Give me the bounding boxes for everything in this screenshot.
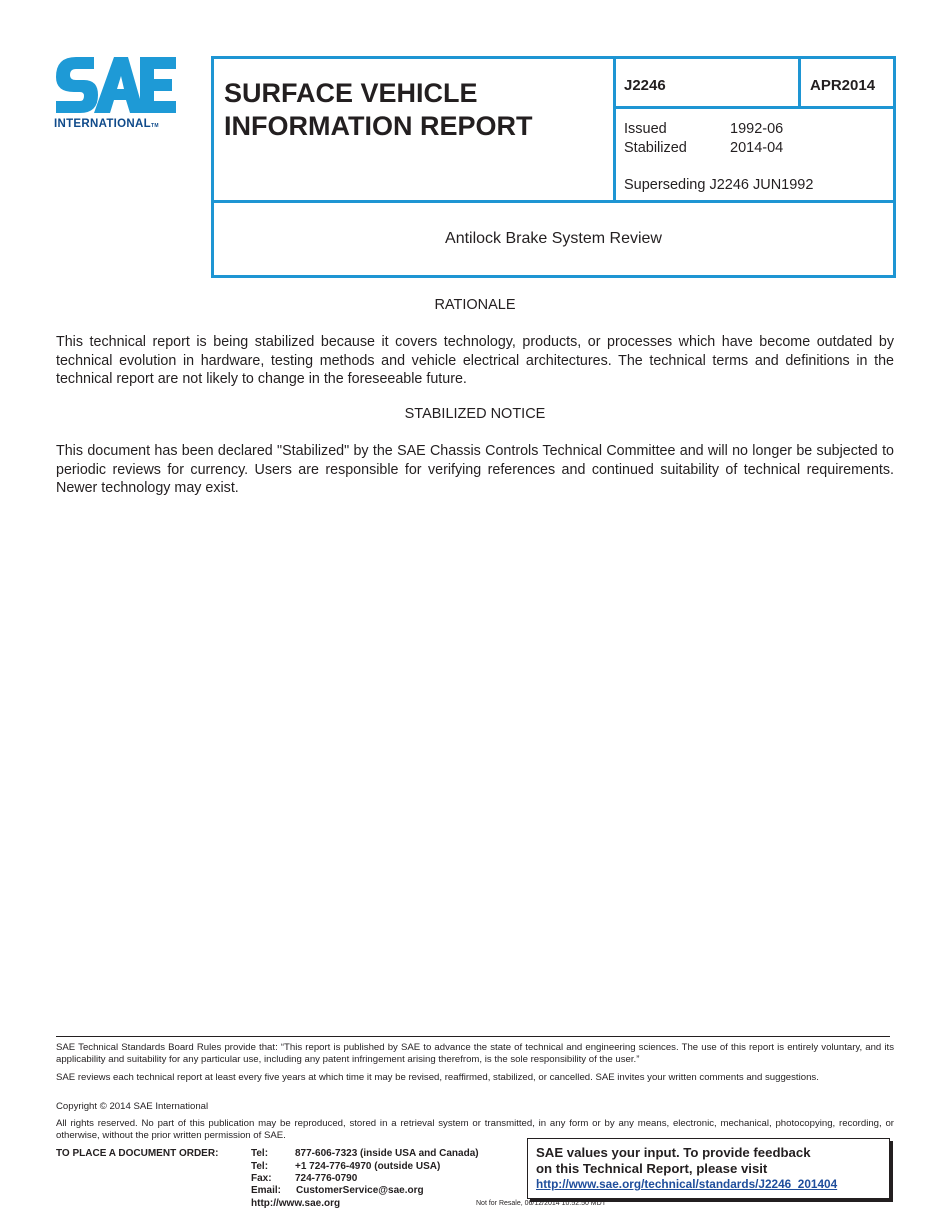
stabilized-label: Stabilized xyxy=(624,140,687,156)
contact-label: Fax: xyxy=(251,1173,272,1184)
feedback-line-1: SAE values your input. To provide feedback xyxy=(536,1145,811,1160)
contact-phone-usa[interactable]: 877-606-7323 (inside USA and Canada) xyxy=(295,1148,479,1159)
contact-email-link[interactable]: CustomerService@sae.org xyxy=(296,1185,424,1196)
issued-value: 1992-06 xyxy=(730,121,784,137)
sae-logo-mark xyxy=(54,55,178,115)
contact-label: Tel: xyxy=(251,1161,269,1172)
rationale-heading: RATIONALE xyxy=(434,297,516,313)
feedback-box xyxy=(527,1138,890,1199)
feedback-line-2: on this Technical Report, please visit xyxy=(536,1161,768,1176)
contact-fax: 724-776-0790 xyxy=(295,1173,358,1184)
footer-rules-text: SAE Technical Standards Board Rules provide that: “This report is published by SAE to advance the state of technical and engineering sciences. The use of this report is entirely voluntary, and its applicability and suitability for any particular use, including any patent infringement arising therefrom, is the sole responsibility of the user.” xyxy=(56,1042,894,1065)
rationale-text: This technical report is being stabilized because it covers technology, products, or processes which have become outdated by technical evolution in hardware, testing methods and vehicle electrical architectures. The technical terms and definitions in the technical report are not likely to change in the foreseeable future. xyxy=(56,334,894,387)
footer-rights-text: All rights reserved. No part of this publication may be reproduced, stored in a retrieval system or transmitted, in any form or by any means, electronic, mechanical, photocopying, recording, or otherwise, without the prior written permission of SAE. xyxy=(56,1118,894,1141)
resale-note: Not for Resale, 06/12/2014 10:52:50 MDT xyxy=(476,1200,606,1207)
website-link[interactable]: http://www.sae.org xyxy=(251,1198,341,1209)
footer-review-text: SAE reviews each technical report at least every five years at which time it may be revised, reaffirmed, stabilized, or cancelled. SAE invites your written comments and suggestions. xyxy=(56,1072,819,1083)
superseding-note: Superseding J2246 JUN1992 xyxy=(624,177,814,193)
contact-label: Email: xyxy=(251,1185,282,1196)
feedback-link[interactable]: http://www.sae.org/technical/standards/J2246_201404 xyxy=(536,1177,838,1191)
contact-phone-intl[interactable]: +1 724-776-4970 (outside USA) xyxy=(295,1161,441,1172)
document-date: APR2014 xyxy=(810,77,876,94)
document-number: J2246 xyxy=(624,77,666,94)
issued-label: Issued xyxy=(624,121,667,137)
order-label: TO PLACE A DOCUMENT ORDER: xyxy=(56,1148,219,1159)
contact-label: Tel: xyxy=(251,1148,269,1159)
stabilized-notice-heading: STABILIZED NOTICE xyxy=(404,406,546,422)
footer-divider xyxy=(56,1036,890,1037)
stabilized-notice-text: This document has been declared "Stabilized" by the SAE Chassis Controls Technical Committee and will no longer be subjected to periodic reviews for currency. Users are responsible for verifying references and continued suitability of technical requirements. Newer technology may exist. xyxy=(56,443,894,496)
stabilized-value: 2014-04 xyxy=(730,140,784,156)
document-title: Antilock Brake System Review xyxy=(445,230,662,247)
sae-logo-subtitle: INTERNATIONALTM xyxy=(54,118,159,130)
report-type-title: SURFACE VEHICLE INFORMATION REPORT xyxy=(224,78,533,141)
footer-copyright: Copyright © 2014 SAE International xyxy=(56,1101,209,1112)
